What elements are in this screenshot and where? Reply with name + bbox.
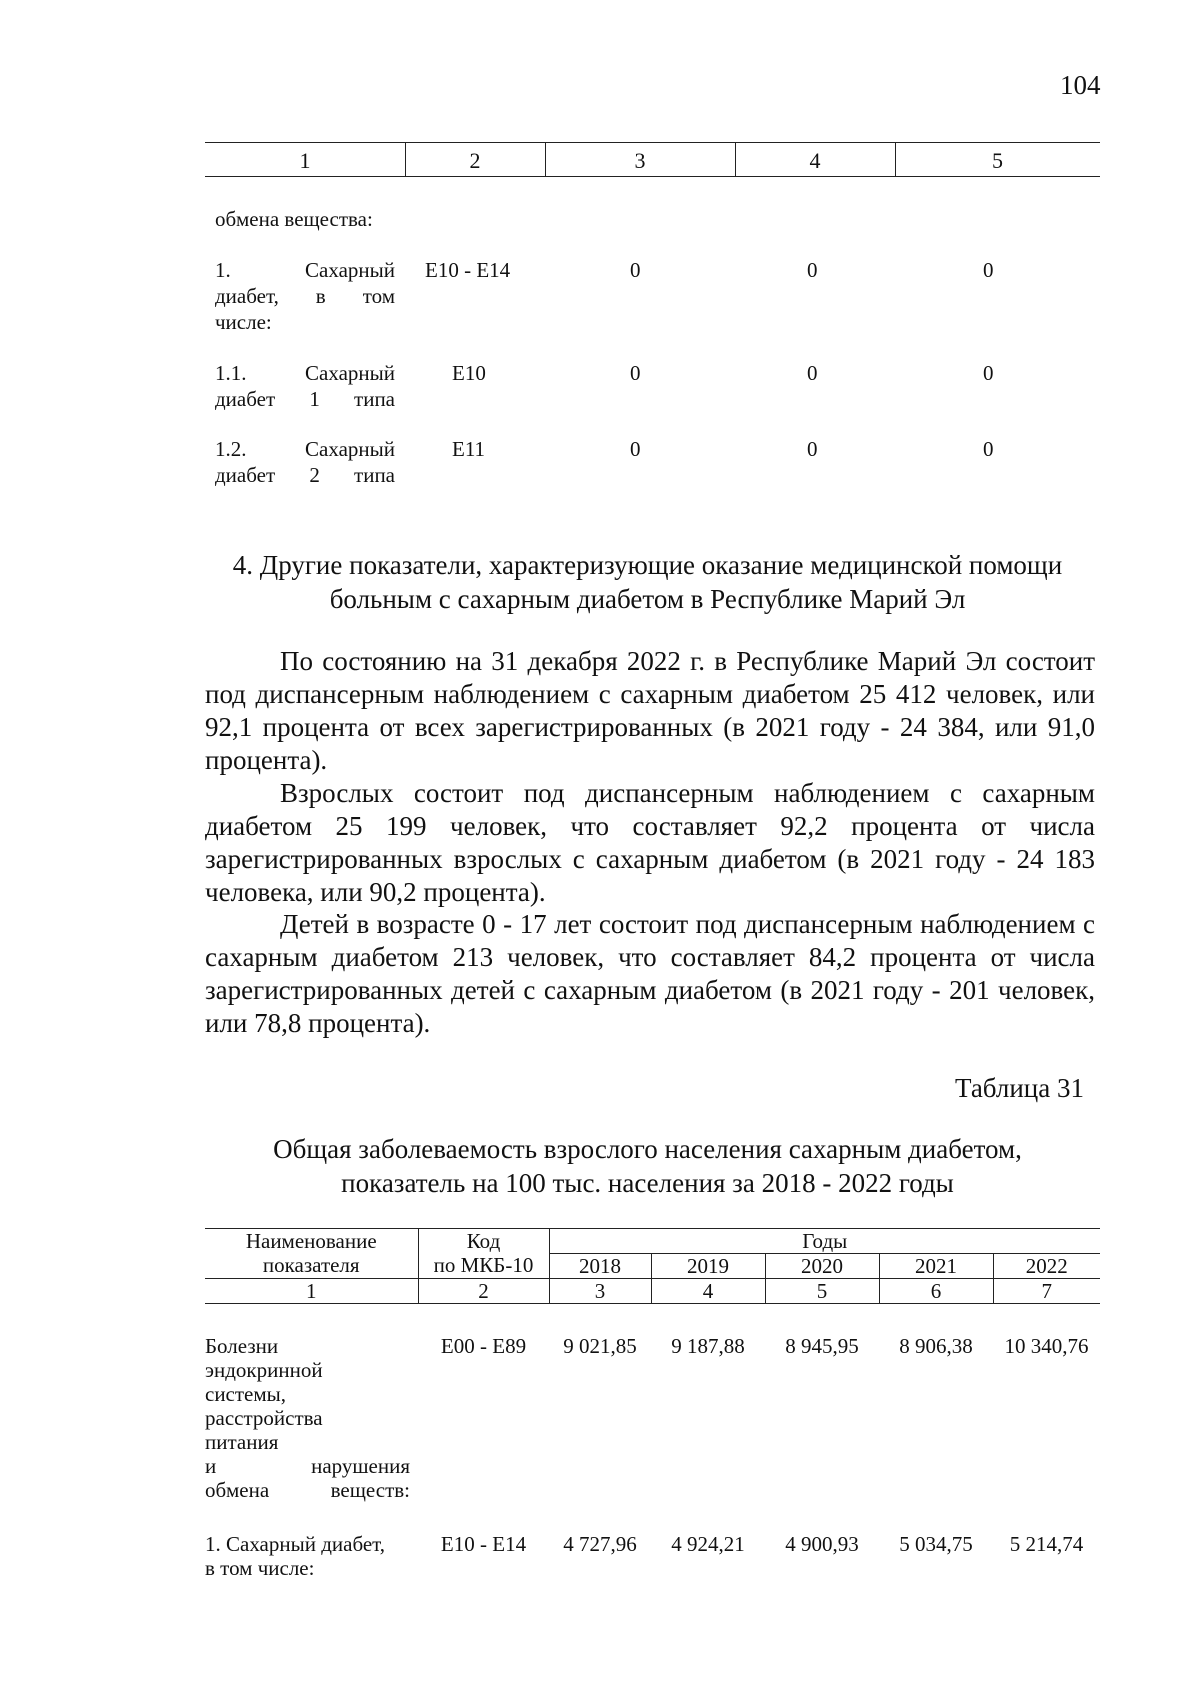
row-value: 4 900,93 — [785, 1532, 859, 1556]
header-code-line: по МКБ-10 — [433, 1253, 534, 1277]
row-value: 9 021,85 — [563, 1334, 637, 1358]
table-title-line: Общая заболеваемость взрослого населения сахарным диабетом, — [273, 1134, 1022, 1164]
row-name-line: 1. Сахарный диабет, — [205, 1532, 386, 1556]
row-name-line: диабет 2 типа — [215, 463, 395, 487]
row-value: 0 — [807, 258, 818, 282]
table-row — [205, 1334, 1100, 1502]
column-number: 1 — [299, 148, 311, 173]
row-value: 0 — [630, 437, 641, 461]
table-31 — [205, 1228, 1100, 1580]
header-year: 2020 — [765, 1254, 879, 1279]
row-value: 0 — [630, 361, 641, 385]
row-name-line: и нарушения — [205, 1454, 410, 1478]
paragraph: Взрослых состоит под диспансерным наблюдением с сахарным диабетом 25 199 человек, что составляет 92,2 процента от числа зарегистрированных взрослых с сахарным диабетом (в 2021 году - 24 183 человека, или 90,2 процента). — [205, 778, 1095, 907]
row-name-line: питания — [205, 1430, 279, 1454]
column-number: 3 — [634, 148, 646, 173]
column-number: 7 — [993, 1279, 1100, 1304]
row-name-line: 1. Сахарный — [215, 258, 395, 282]
section-title-line: 4. Другие показатели, характеризующие оказание медицинской помощи — [232, 550, 1063, 580]
paragraph: По состоянию на 31 декабря 2022 г. в Республике Марий Эл состоит под диспансерным наблюдением с сахарным диабетом 25 412 человек, или 92,1 процента от всех зарегистрированных (в 2021 году - 24 384, или 91,0 процента). — [205, 646, 1095, 775]
row-code: E10 - E14 — [440, 1532, 527, 1556]
row-value: 8 906,38 — [899, 1334, 973, 1358]
table-row — [205, 1532, 1100, 1580]
column-number: 2 — [469, 148, 481, 173]
table-label: Таблица 31 — [955, 1073, 1084, 1103]
row-value: 4 727,96 — [563, 1532, 637, 1556]
row-name-line: 1.1. Сахарный — [215, 361, 395, 385]
row-code: E10 — [452, 361, 486, 385]
row-name-line: эндокринной — [205, 1358, 323, 1382]
row-name — [215, 206, 395, 232]
row-value: 9 187,88 — [671, 1334, 745, 1358]
column-number: 1 — [205, 1279, 418, 1304]
table-top-rule — [205, 142, 1100, 143]
row-value: 10 340,76 — [1004, 1334, 1089, 1358]
header-code-line: Код — [466, 1229, 501, 1253]
section-title-line: больным с сахарным диабетом в Республике Марий Эл — [329, 584, 966, 614]
row-value: 4 924,21 — [671, 1532, 745, 1556]
row-value: 5 034,75 — [899, 1532, 973, 1556]
table-header-bottom-rule — [205, 176, 1100, 177]
row-name-line: диабет, в том — [215, 284, 395, 308]
row-value: 0 — [630, 258, 641, 282]
row-value: 8 945,95 — [785, 1334, 859, 1358]
row-name — [205, 1334, 418, 1502]
row-code: E00 - E89 — [440, 1334, 527, 1358]
row-value: 0 — [983, 437, 994, 461]
header-year: 2018 — [549, 1254, 651, 1279]
row-name-line: Болезни — [205, 1334, 279, 1358]
column-number: 6 — [879, 1279, 993, 1304]
row-name-line: обмена вещества: — [215, 207, 373, 231]
row-value: 0 — [983, 258, 994, 282]
header-year: 2021 — [879, 1254, 993, 1279]
header-code — [418, 1229, 549, 1279]
header-year: 2022 — [1025, 1254, 1068, 1278]
column-number: 4 — [651, 1279, 765, 1304]
table-title — [195, 1132, 1100, 1200]
header-year: 2019 — [651, 1254, 765, 1279]
row-name — [215, 257, 395, 335]
row-name-line: диабет 1 типа — [215, 387, 395, 411]
row-value: 0 — [983, 361, 994, 385]
page-number: 104 — [1060, 70, 1101, 100]
section-title — [195, 548, 1100, 616]
header-name — [205, 1229, 418, 1279]
row-value: 0 — [807, 437, 818, 461]
header-name-line: показателя — [262, 1253, 360, 1277]
row-name-line: 1.2. Сахарный — [215, 437, 395, 461]
column-number: 5 — [765, 1279, 879, 1304]
row-name-line: в том числе: — [205, 1556, 315, 1580]
row-value: 5 214,74 — [1009, 1532, 1084, 1556]
row-code: E11 — [452, 437, 486, 461]
row-name — [205, 1532, 418, 1580]
row-name-line: расстройства — [205, 1406, 323, 1430]
row-name — [215, 436, 395, 488]
row-name — [215, 360, 395, 412]
header-name-line: Наименование — [245, 1229, 377, 1253]
table-title-line: показатель на 100 тыс. населения за 2018 - 2022 годы — [341, 1168, 954, 1198]
header-years: Годы — [549, 1229, 1100, 1254]
paragraph: Детей в возрасте 0 - 17 лет состоит под диспансерным наблюдением с сахарным диабетом 213 человек, что составляет 84,2 процента от числа зарегистрированных детей с сахарным диабетом (в 2021 году - 201 человек, или 78,8 процента). — [205, 909, 1095, 1038]
column-number: 5 — [992, 148, 1003, 173]
row-code: E10 - E14 — [425, 258, 511, 282]
row-name-line: числе: — [215, 310, 272, 334]
column-number: 4 — [809, 148, 821, 173]
column-number: 3 — [549, 1279, 651, 1304]
row-value: 0 — [807, 361, 818, 385]
column-number: 2 — [418, 1279, 549, 1304]
row-name-line: системы, — [205, 1382, 287, 1406]
row-name-line: обмена веществ: — [205, 1478, 410, 1502]
